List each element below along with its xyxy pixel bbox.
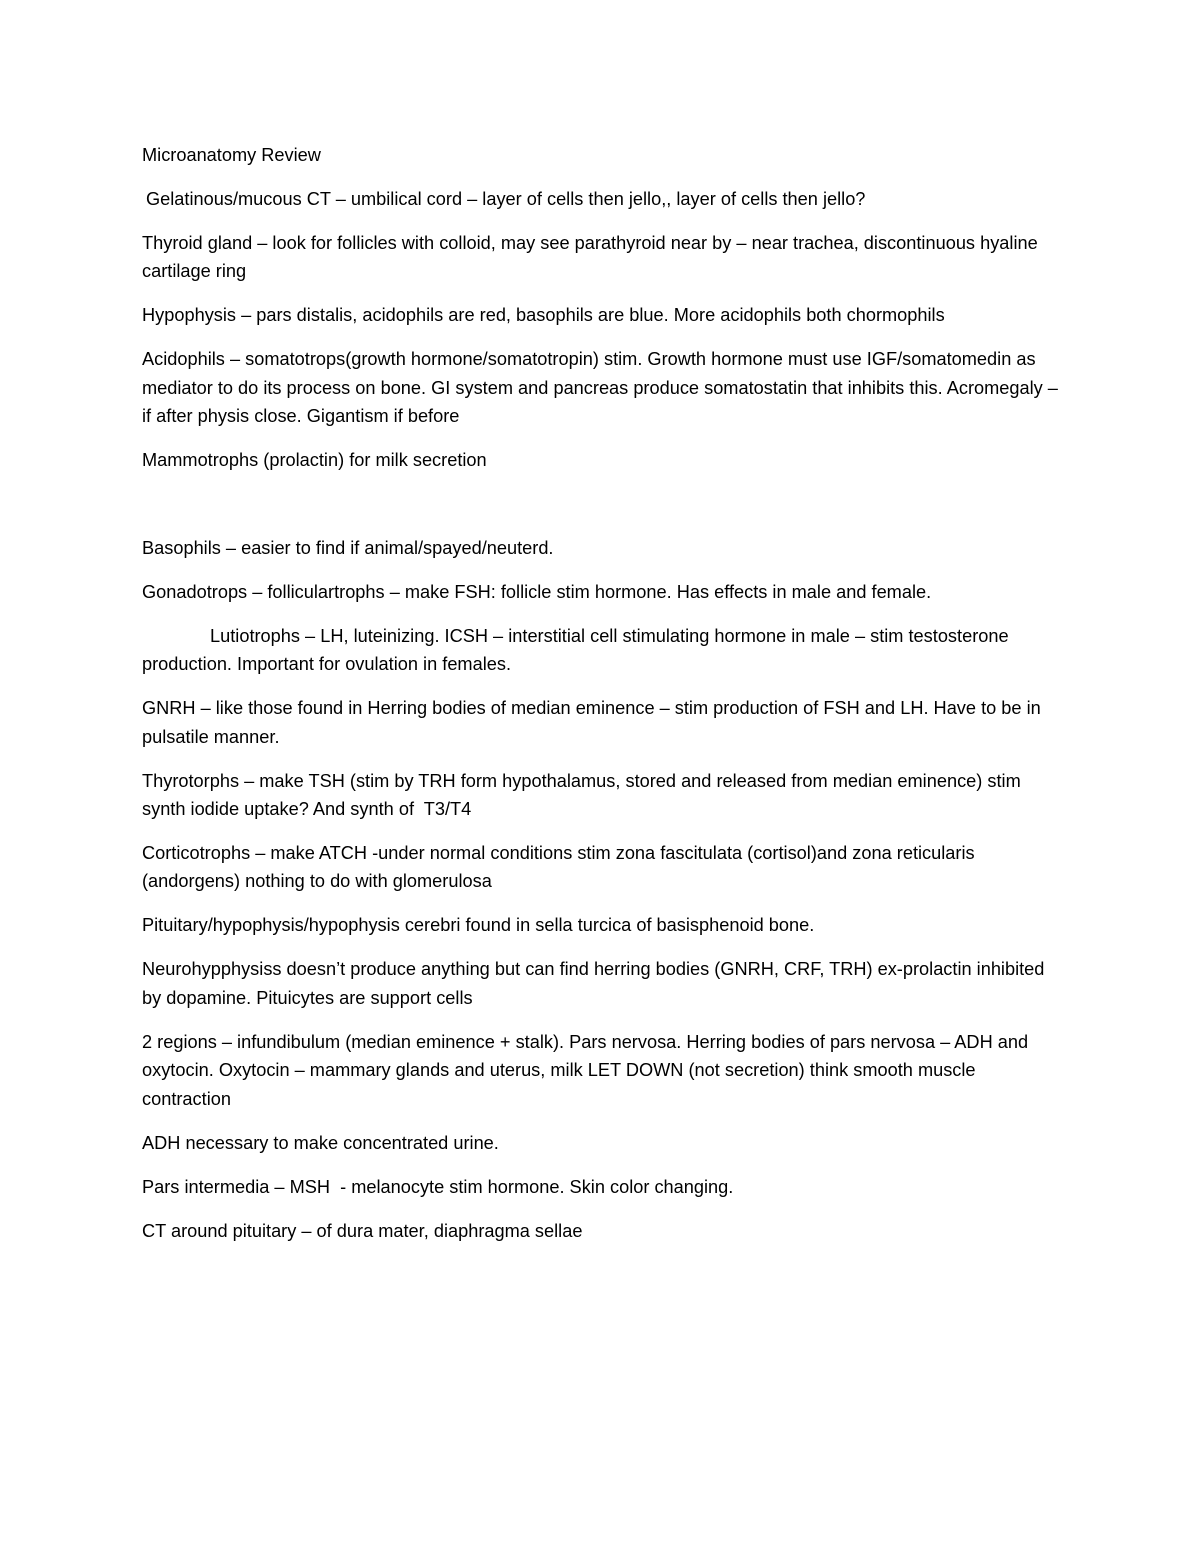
blank-line [142, 490, 1062, 534]
document-title: Microanatomy Review [142, 145, 321, 165]
paragraph-neurohypophysis: Neurohypphysiss doesn’t produce anything but can find herring bodies (GNRH, CRF, TRH) ex-prolactin inhibited by dopamine. Pituicytes are support cells [142, 959, 1050, 1008]
paragraph-thyroid-gland: Thyroid gland – look for follicles with colloid, may see parathyroid near by – near trachea, discontinuous hyaline cartilage ring [142, 233, 1043, 282]
paragraph-thyrotorphs: Thyrotorphs – make TSH (stim by TRH form hypothalamus, stored and released from median eminence) stim synth iodide uptake? And synth of T3/T4 [142, 770, 1026, 820]
paragraph-gnrh: GNRH – like those found in Herring bodies of median eminence – stim production of FSH and LH. Have to be in pulsatile manner. [142, 698, 1046, 747]
paragraph-acidophils: Acidophils – somatotrops(growth hormone/somatotropin) stim. Growth hormone must use IGF/somatomedin as mediator to do its process on bone. GI system and pancreas produce somatostatin that inhibits this. Acromegaly – if after physis close. Gigantism if before [142, 349, 1063, 427]
paragraph-two-regions: 2 regions – infundibulum (median eminence + stalk). Pars nervosa. Herring bodies of pars nervosa – ADH and oxytocin. Oxytocin – mammary glands and uterus, milk LET DOWN (not secretion) think smooth muscle contraction [142, 1031, 1034, 1109]
paragraph-gonadotrops: Gonadotrops – folliculartrophs – make FSH: follicle stim hormone. Has effects in male and female. [142, 581, 932, 602]
paragraph-mammotrophs: Mammotrophs (prolactin) for milk secretion [142, 450, 487, 471]
paragraph-lutiotrophs: Lutiotrophs – LH, luteinizing. ICSH – interstitial cell stimulating hormone in male – stim testosterone production. Important for ovulation in females. [142, 625, 1014, 675]
paragraph-corticotrophs: Corticotrophs – make ATCH -under normal conditions stim zona fascitulata (cortisol)and zona reticularis (andorgens) nothing to do with glomerulosa [142, 843, 980, 892]
paragraph-pars-intermedia: Pars intermedia – MSH - melanocyte stim hormone. Skin color changing. [142, 1176, 734, 1197]
paragraph-adh: ADH necessary to make concentrated urine. [142, 1132, 499, 1153]
document-body [142, 141, 1062, 1261]
paragraph-basophils: Basophils – easier to find if animal/spayed/neuterd. [142, 537, 554, 558]
paragraph-gelatinous-ct: Gelatinous/mucous CT – umbilical cord – layer of cells then jello,, layer of cells then jello? [146, 189, 866, 209]
paragraph-ct-around-pituitary: CT around pituitary – of dura mater, diaphragma sellae [142, 1220, 583, 1241]
paragraph-hypophysis: Hypophysis – pars distalis, acidophils are red, basophils are blue. More acidophils both chormophils [142, 305, 945, 326]
paragraph-pituitary: Pituitary/hypophysis/hypophysis cerebri found in sella turcica of basisphenoid bone. [142, 915, 815, 936]
